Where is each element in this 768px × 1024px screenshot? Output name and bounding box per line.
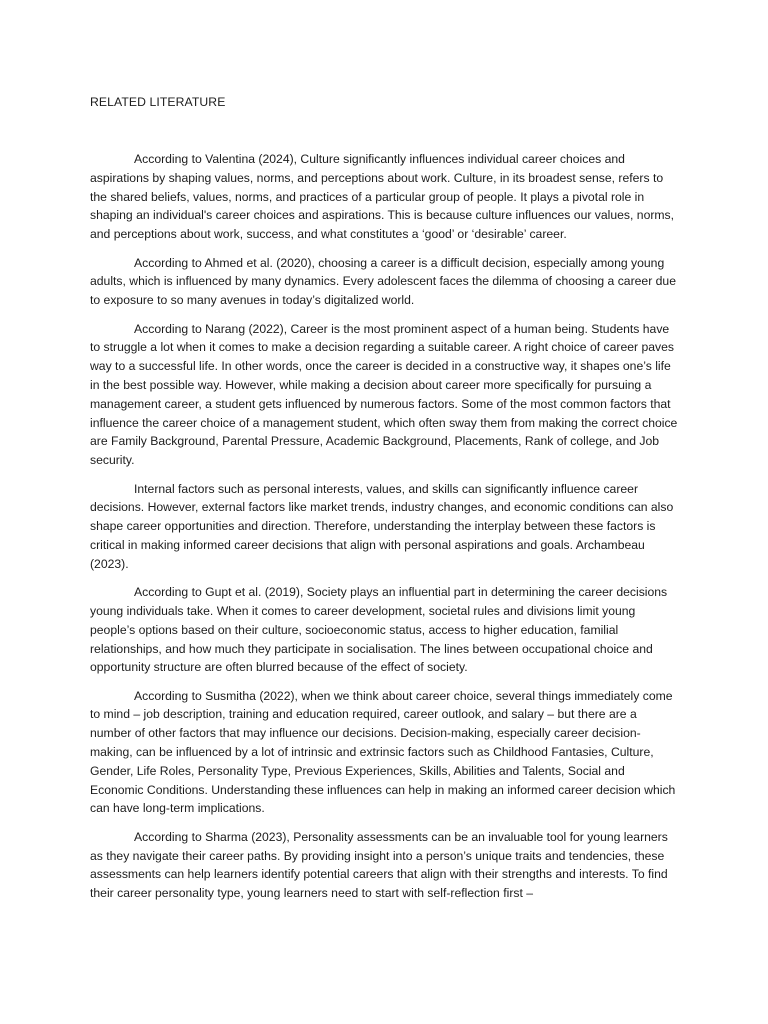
paragraph-sharma: According to Sharma (2023), Personality assessments can be an invaluable tool for young learners as they navigate their career paths. By providing insight into a person’s unique traits and tendencies, these assessments can help learners identify potential careers that align with their strengths and interests. To find their career personality type, young learners need to start with self-reflection first – [90, 829, 668, 901]
document-body [90, 150, 678, 913]
paragraph-susmitha: According to Susmitha (2022), when we think about career choice, several things immediately come to mind – job description, training and education required, career outlook, and salary – but there are a number of other factors that may influence our decisions. Decision-making, especially career decision-making, can be influenced by a lot of intrinsic and extrinsic factors such as Childhood Fantasies, Culture, Gender, Life Roles, Personality Type, Previous Experiences, Skills, Abilities and Talents, Social and Economic Conditions. Understanding these influences can help in making an informed career decision which can have long-term implications. [90, 688, 676, 816]
paragraph-gupt: According to Gupt et al. (2019), Society plays an influential part in determining the career decisions young individuals take. When it comes to career development, societal rules and divisions limit young people’s options based on their culture, socioeconomic status, access to higher education, familial relationships, and how much they participate in socialisation. The lines between occupational choice and opportunity structure are often blurred because of the effect of society. [90, 585, 668, 675]
paragraph-archambeau: Internal factors such as personal interests, values, and skills can significantly influence career decisions. However, external factors like market trends, industry changes, and economic conditions can also shape career opportunities and direction. Therefore, understanding the interplay between these factors is critical in making informed career decisions that align with personal aspirations and goals. Archambeau (2023). [90, 481, 674, 571]
paragraph-ahmed: According to Ahmed et al. (2020), choosing a career is a difficult decision, especially among young adults, which is influenced by many dynamics. Every adolescent faces the dilemma of choosing a career due to exposure to so many avenues in today’s digitalized world. [90, 255, 676, 308]
section-heading: RELATED LITERATURE [90, 95, 226, 109]
paragraph-valentina: According to Valentina (2024), Culture significantly influences individual career choices and aspirations by shaping values, norms, and perceptions about work. Culture, in its broadest sense, refers to the shared beliefs, values, norms, and practices of a particular group of people. It plays a pivotal role in shaping an individual's career choices and aspirations. This is because culture influences our values, norms, and perceptions about work, success, and what constitutes a ‘good’ or ‘desirable’ career. [90, 152, 675, 242]
paragraph-narang: According to Narang (2022), Career is the most prominent aspect of a human being. Students have to struggle a lot when it comes to make a decision regarding a suitable career. A right choice of career paves way to a successful life. In other words, once the career is decided in a constructive way, it shapes one’s life in the best possible way. However, while making a decision about career more specifically for pursuing a management career, a student gets influenced by numerous factors. Some of the most common factors that influence the career choice of a management student, which often sway them from making the correct choice are Family Background, Parental Pressure, Academic Background, Placements, Rank of college, and Job security. [90, 321, 678, 468]
